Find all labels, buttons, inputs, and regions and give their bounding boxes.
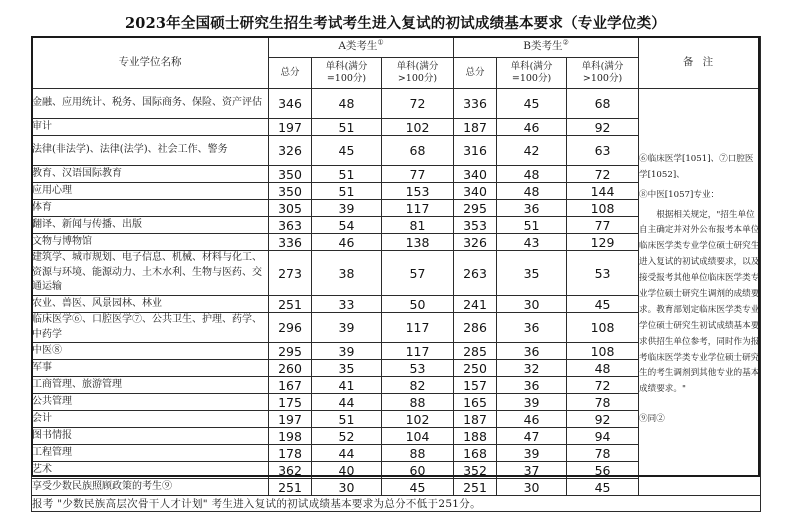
header-b-single-gt100-l1: 单科(满分 bbox=[581, 61, 624, 73]
cell-b-single-eq100: 46 bbox=[497, 411, 567, 428]
row-major-name: 军事 bbox=[32, 360, 269, 377]
cell-a-total: 305 bbox=[269, 200, 312, 217]
cell-a-single-gt100: 50 bbox=[382, 296, 454, 313]
row-major-name: 艺术 bbox=[32, 462, 269, 479]
row-major-name: 建筑学、城市规划、电子信息、机械、材料与化工、资源与环境、能源动力、土木水利、生物与医药、交通运输 bbox=[32, 251, 269, 296]
cell-b-total: 340 bbox=[454, 166, 497, 183]
cell-a-single-gt100: 117 bbox=[382, 200, 454, 217]
cell-b-single-gt100: 45 bbox=[567, 296, 639, 313]
cell-a-single-eq100: 39 bbox=[312, 200, 382, 217]
cell-a-single-gt100: 68 bbox=[382, 136, 454, 166]
cell-b-total: 340 bbox=[454, 183, 497, 200]
row-major-name: 农业、兽医、风景园林、林业 bbox=[32, 296, 269, 313]
cell-a-single-eq100: 44 bbox=[312, 445, 382, 462]
cell-b-single-gt100: 108 bbox=[567, 200, 639, 217]
cell-a-total: 350 bbox=[269, 166, 312, 183]
row-major-name: 临床医学⑥、口腔医学⑦、公共卫生、护理、药学、中药学 bbox=[32, 313, 269, 343]
cell-a-single-gt100: 117 bbox=[382, 313, 454, 343]
cell-b-single-gt100: 92 bbox=[567, 411, 639, 428]
cell-b-total: 316 bbox=[454, 136, 497, 166]
header-a-single-gt100-l1: 单科(满分 bbox=[396, 61, 439, 73]
cell-a-single-gt100: 88 bbox=[382, 394, 454, 411]
header-group-b-label: B类考生 bbox=[523, 40, 563, 53]
cell-b-single-gt100: 77 bbox=[567, 217, 639, 234]
page-title: 2023年全国硕士研究生招生考试考生进入复试的初试成绩基本要求（专业学位类） bbox=[125, 15, 666, 32]
row-major-name: 金融、应用统计、税务、国际商务、保险、资产评估 bbox=[32, 89, 269, 119]
cell-a-single-eq100: 45 bbox=[312, 136, 382, 166]
cell-a-single-gt100: 153 bbox=[382, 183, 454, 200]
row-major-name: 会计 bbox=[32, 411, 269, 428]
header-a-single-eq100 bbox=[312, 58, 382, 89]
cell-a-total: 296 bbox=[269, 313, 312, 343]
cell-a-single-gt100: 104 bbox=[382, 428, 454, 445]
cell-b-total: 187 bbox=[454, 119, 497, 136]
cell-b-single-gt100: 108 bbox=[567, 313, 639, 343]
cell-a-total: 167 bbox=[269, 377, 312, 394]
cell-a-total: 336 bbox=[269, 234, 312, 251]
header-notes: 备 注 bbox=[639, 37, 761, 89]
cell-a-single-eq100: 51 bbox=[312, 166, 382, 183]
cell-a-total: 273 bbox=[269, 251, 312, 296]
footer-note: 报考 "少数民族高层次骨干人才计划" 考生进入复试的初试成绩基本要求为总分不低于251分。 bbox=[32, 496, 761, 512]
cell-b-single-eq100: 36 bbox=[497, 343, 567, 360]
header-a-single-gt100 bbox=[382, 58, 454, 89]
header-a-single-gt100-l2: >100分) bbox=[397, 73, 438, 84]
cell-b-single-gt100: 144 bbox=[567, 183, 639, 200]
cell-b-total: 250 bbox=[454, 360, 497, 377]
cell-a-single-gt100: 77 bbox=[382, 166, 454, 183]
cell-b-single-eq100: 32 bbox=[497, 360, 567, 377]
row-major-name: 翻译、新闻与传播、出版 bbox=[32, 217, 269, 234]
cell-b-single-eq100: 30 bbox=[497, 296, 567, 313]
cell-a-total: 251 bbox=[269, 479, 312, 496]
cell-a-single-eq100: 30 bbox=[312, 479, 382, 496]
cell-a-single-gt100: 81 bbox=[382, 217, 454, 234]
notes-line-2: ⑧中医[1057]专业： bbox=[639, 189, 720, 200]
cell-b-single-eq100: 47 bbox=[497, 428, 567, 445]
score-requirements-table bbox=[31, 36, 761, 512]
header-b-single-eq100 bbox=[497, 58, 567, 89]
header-b-single-gt100 bbox=[567, 58, 639, 89]
cell-a-single-eq100: 39 bbox=[312, 313, 382, 343]
cell-b-total: 241 bbox=[454, 296, 497, 313]
cell-a-single-eq100: 35 bbox=[312, 360, 382, 377]
cell-a-total: 363 bbox=[269, 217, 312, 234]
cell-a-total: 178 bbox=[269, 445, 312, 462]
row-major-name: 中医⑧ bbox=[32, 343, 269, 360]
cell-a-total: 295 bbox=[269, 343, 312, 360]
notes-column bbox=[639, 89, 761, 496]
cell-b-single-gt100: 108 bbox=[567, 343, 639, 360]
cell-a-single-gt100: 57 bbox=[382, 251, 454, 296]
table-row bbox=[32, 89, 761, 119]
cell-b-single-gt100: 45 bbox=[567, 479, 639, 496]
cell-a-single-gt100: 117 bbox=[382, 343, 454, 360]
cell-b-single-gt100: 72 bbox=[567, 377, 639, 394]
cell-b-single-eq100: 30 bbox=[497, 479, 567, 496]
cell-b-total: 263 bbox=[454, 251, 497, 296]
cell-a-single-eq100: 40 bbox=[312, 462, 382, 479]
cell-b-total: 336 bbox=[454, 89, 497, 119]
header-group-b-footnote: ② bbox=[562, 38, 569, 47]
cell-b-total: 188 bbox=[454, 428, 497, 445]
cell-b-single-eq100: 35 bbox=[497, 251, 567, 296]
cell-a-single-gt100: 102 bbox=[382, 119, 454, 136]
cell-a-single-eq100: 33 bbox=[312, 296, 382, 313]
cell-b-single-eq100: 39 bbox=[497, 394, 567, 411]
cell-a-single-gt100: 138 bbox=[382, 234, 454, 251]
cell-b-single-gt100: 78 bbox=[567, 445, 639, 462]
cell-b-single-eq100: 51 bbox=[497, 217, 567, 234]
cell-a-single-eq100: 39 bbox=[312, 343, 382, 360]
header-b-single-gt100-l2: >100分) bbox=[582, 73, 623, 84]
cell-a-single-eq100: 54 bbox=[312, 217, 382, 234]
cell-a-single-eq100: 48 bbox=[312, 89, 382, 119]
cell-b-single-gt100: 92 bbox=[567, 119, 639, 136]
cell-b-total: 353 bbox=[454, 217, 497, 234]
cell-a-total: 175 bbox=[269, 394, 312, 411]
cell-b-single-gt100: 94 bbox=[567, 428, 639, 445]
header-a-single-eq100-l2: =100分) bbox=[326, 73, 367, 84]
cell-a-single-eq100: 46 bbox=[312, 234, 382, 251]
cell-b-single-gt100: 72 bbox=[567, 166, 639, 183]
notes-spacer bbox=[639, 402, 760, 412]
row-major-name: 文物与博物馆 bbox=[32, 234, 269, 251]
cell-a-single-eq100: 41 bbox=[312, 377, 382, 394]
cell-b-single-gt100: 78 bbox=[567, 394, 639, 411]
footer-row bbox=[32, 496, 761, 512]
cell-a-single-eq100: 52 bbox=[312, 428, 382, 445]
header-a-total: 总分 bbox=[269, 58, 312, 89]
cell-b-single-eq100: 39 bbox=[497, 445, 567, 462]
header-group-a-label: A类考生 bbox=[338, 40, 378, 53]
row-major-name: 教育、汉语国际教育 bbox=[32, 166, 269, 183]
cell-a-single-gt100: 102 bbox=[382, 411, 454, 428]
cell-a-single-gt100: 82 bbox=[382, 377, 454, 394]
cell-a-total: 197 bbox=[269, 411, 312, 428]
cell-b-total: 165 bbox=[454, 394, 497, 411]
notes-line-1: ⑥临床医学[1051]、⑦口腔医学[1052]、 bbox=[639, 153, 754, 180]
cell-b-total: 295 bbox=[454, 200, 497, 217]
row-major-name: 法律(非法学)、法律(法学)、社会工作、警务 bbox=[32, 136, 269, 166]
cell-a-single-eq100: 51 bbox=[312, 183, 382, 200]
cell-b-total: 157 bbox=[454, 377, 497, 394]
cell-b-single-gt100: 68 bbox=[567, 89, 639, 119]
cell-a-total: 251 bbox=[269, 296, 312, 313]
header-b-total: 总分 bbox=[454, 58, 497, 89]
cell-a-single-gt100: 88 bbox=[382, 445, 454, 462]
cell-b-single-eq100: 37 bbox=[497, 462, 567, 479]
cell-b-single-eq100: 48 bbox=[497, 183, 567, 200]
cell-b-total: 286 bbox=[454, 313, 497, 343]
row-major-name: 审计 bbox=[32, 119, 269, 136]
cell-a-single-gt100: 60 bbox=[382, 462, 454, 479]
cell-b-total: 187 bbox=[454, 411, 497, 428]
row-major-name: 公共管理 bbox=[32, 394, 269, 411]
header-group-b bbox=[454, 37, 639, 58]
cell-b-total: 326 bbox=[454, 234, 497, 251]
notes-last-line: ⑨同② bbox=[639, 414, 665, 425]
cell-b-single-gt100: 53 bbox=[567, 251, 639, 296]
cell-b-single-gt100: 129 bbox=[567, 234, 639, 251]
cell-a-single-gt100: 45 bbox=[382, 479, 454, 496]
cell-a-single-eq100: 51 bbox=[312, 411, 382, 428]
header-b-single-eq100-l1: 单科(满分 bbox=[510, 61, 553, 73]
row-major-name: 工程管理 bbox=[32, 445, 269, 462]
table-footer bbox=[32, 496, 761, 512]
cell-a-total: 197 bbox=[269, 119, 312, 136]
header-group-a bbox=[269, 37, 454, 58]
cell-a-single-gt100: 53 bbox=[382, 360, 454, 377]
row-major-name: 体育 bbox=[32, 200, 269, 217]
cell-a-single-gt100: 72 bbox=[382, 89, 454, 119]
header-group-a-footnote: ① bbox=[377, 38, 384, 47]
cell-b-single-gt100: 63 bbox=[567, 136, 639, 166]
table-body bbox=[32, 89, 761, 496]
cell-a-total: 260 bbox=[269, 360, 312, 377]
row-major-name: 享受少数民族照顾政策的考生⑨ bbox=[32, 479, 269, 496]
row-major-name: 图书情报 bbox=[32, 428, 269, 445]
cell-b-single-eq100: 45 bbox=[497, 89, 567, 119]
header-major-name: 专业学位名称 bbox=[32, 37, 269, 89]
row-major-name: 应用心理 bbox=[32, 183, 269, 200]
row-major-name: 工商管理、旅游管理 bbox=[32, 377, 269, 394]
cell-b-single-eq100: 42 bbox=[497, 136, 567, 166]
cell-b-single-gt100: 48 bbox=[567, 360, 639, 377]
cell-a-single-eq100: 38 bbox=[312, 251, 382, 296]
cell-b-total: 251 bbox=[454, 479, 497, 496]
cell-b-total: 168 bbox=[454, 445, 497, 462]
cell-a-total: 346 bbox=[269, 89, 312, 119]
cell-b-single-gt100: 56 bbox=[567, 462, 639, 479]
notes-paragraph: 根据相关规定，"招生单位自主确定并对外公布报考本单位临床医学类专业学位硕士研究生进入复试的初试成绩要求，以及接受报考其他单位临床医学类专业学位硕士研究生调剂的成绩要求。教育部划定临床医学类专业学位硕士研究生初试成绩基本要求供招生单位参考，同时作为报考临床医学类专业学位硕士研究生的考生调剂到其他专业的基本成绩要求。" bbox=[639, 209, 760, 395]
cell-b-single-eq100: 36 bbox=[497, 313, 567, 343]
cell-a-total: 198 bbox=[269, 428, 312, 445]
cell-b-total: 285 bbox=[454, 343, 497, 360]
cell-b-single-eq100: 43 bbox=[497, 234, 567, 251]
header-row-group bbox=[32, 37, 761, 58]
header-a-single-eq100-l1: 单科(满分 bbox=[325, 61, 368, 73]
cell-b-single-eq100: 36 bbox=[497, 200, 567, 217]
cell-b-single-eq100: 36 bbox=[497, 377, 567, 394]
cell-b-single-eq100: 48 bbox=[497, 166, 567, 183]
header-b-single-eq100-l2: =100分) bbox=[511, 73, 552, 84]
table-header bbox=[32, 37, 761, 89]
cell-a-total: 350 bbox=[269, 183, 312, 200]
cell-a-total: 326 bbox=[269, 136, 312, 166]
cell-a-total: 362 bbox=[269, 462, 312, 479]
cell-a-single-eq100: 44 bbox=[312, 394, 382, 411]
cell-a-single-eq100: 51 bbox=[312, 119, 382, 136]
cell-b-single-eq100: 46 bbox=[497, 119, 567, 136]
cell-b-total: 352 bbox=[454, 462, 497, 479]
